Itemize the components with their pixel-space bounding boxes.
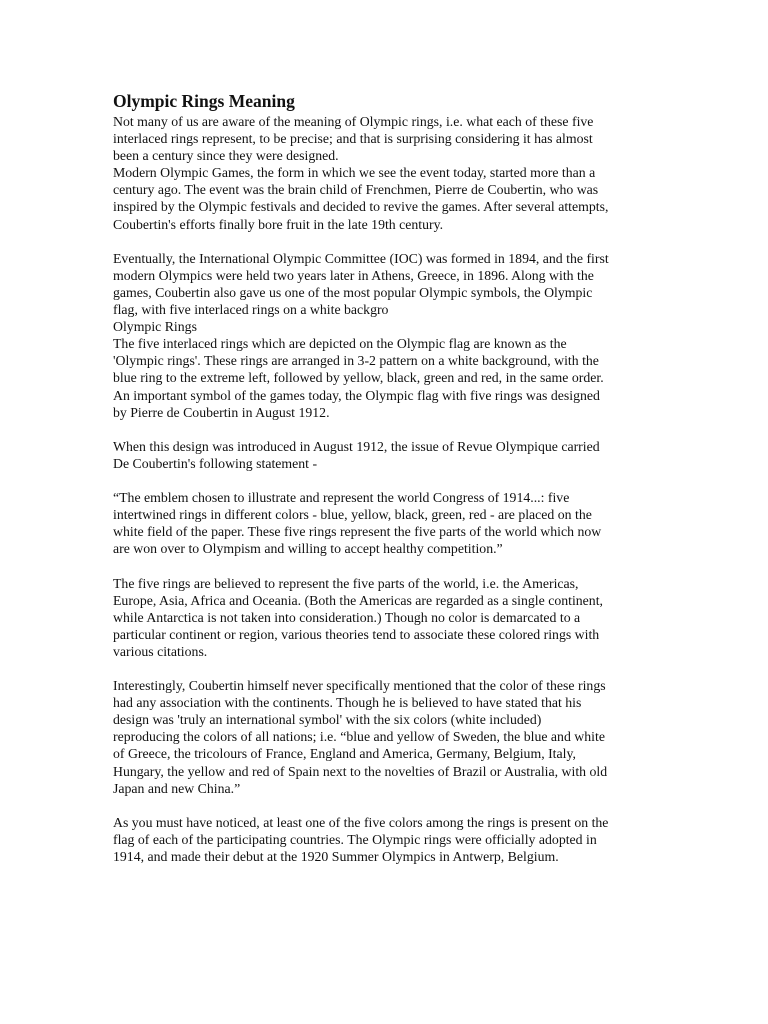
text-line: Eventually, the International Olympic Committee (IOC) was formed in 1894, and the first (113, 250, 609, 266)
text-line: The five rings are believed to represent the five parts of the world, i.e. the Americas, (113, 575, 579, 591)
text-line: An important symbol of the games today, the Olympic flag with five rings was designed (113, 387, 600, 403)
paragraph-rings-description (113, 335, 658, 420)
subheading-olympic-rings (113, 318, 658, 335)
text-line: various citations. (113, 643, 208, 659)
text-line: Japan and new China.” (113, 780, 241, 796)
text-line: De Coubertin's following statement - (113, 455, 318, 471)
text-line: design was 'truly an international symbol' with the six colors (white included) (113, 712, 542, 728)
text-line: modern Olympics were held two years later in Athens, Greece, in 1896. Along with the (113, 267, 594, 283)
text-line: intertwined rings in different colors - blue, yellow, black, green, red - are placed on the (113, 507, 592, 523)
paragraph-quote (113, 489, 658, 557)
paragraph-modern-games (113, 164, 658, 232)
text-line: Europe, Asia, Africa and Oceania. (Both the Americas are regarded as a single continent, (113, 592, 603, 608)
text-line: while Antarctica is not taken into consideration.) Though no color is demarcated to a (113, 609, 581, 625)
text-line: 1914, and made their debut at the 1920 Summer Olympics in Antwerp, Belgium. (113, 849, 559, 865)
paragraph-gap (113, 472, 658, 489)
text-line: As you must have noticed, at least one of the five colors among the rings is present on the (113, 814, 609, 830)
paragraph-interestingly (113, 677, 658, 797)
text-line: blue ring to the extreme left, followed by yellow, black, green and red, in the same order. (113, 370, 604, 386)
text-line: are won over to Olympism and willing to accept healthy competition.” (113, 541, 503, 557)
paragraph-gap (113, 557, 658, 574)
document-page (113, 90, 658, 865)
text-line: white field of the paper. These five rings represent the five parts of the world which now (113, 524, 602, 540)
text-line: flag, with five interlaced rings on a white backgro (113, 302, 389, 318)
paragraph-adoption (113, 814, 658, 865)
text-line: When this design was introduced in August 1912, the issue of Revue Olympique carried (113, 438, 600, 454)
text-line: had any association with the continents. Though he is believed to have stated that his (113, 695, 582, 711)
text-line: Interestingly, Coubertin himself never specifically mentioned that the color of these rings (113, 678, 606, 694)
text-line: 'Olympic rings'. These rings are arranged in 3-2 pattern on a white background, with the (113, 353, 599, 369)
text-line: century ago. The event was the brain child of Frenchmen, Pierre de Coubertin, who was (113, 182, 599, 198)
text-line: The five interlaced rings which are depicted on the Olympic flag are known as the (113, 336, 567, 352)
text-line: Modern Olympic Games, the form in which we see the event today, started more than a (113, 165, 596, 181)
text-line: Not many of us are aware of the meaning of Olympic rings, i.e. what each of these five (113, 114, 594, 129)
text-line: been a century since they were designed. (113, 148, 339, 164)
text-line: Coubertin's efforts finally bore fruit in the late 19th century. (113, 216, 444, 232)
document-title: Olympic Rings Meaning (113, 91, 295, 111)
text-line: of Greece, the tricolours of France, England and America, Germany, Belgium, Italy, (113, 746, 576, 762)
text-line: flag of each of the participating countries. The Olympic rings were officially adopted in (113, 831, 597, 847)
text-line: particular continent or region, various theories tend to associate these colored rings with (113, 626, 600, 642)
paragraph-gap (113, 233, 658, 250)
paragraph-ioc (113, 250, 658, 318)
text-line: reproducing the colors of all nations; i.e. “blue and yellow of Sweden, the blue and white (113, 729, 605, 745)
text-line: inspired by the Olympic festivals and decided to revive the games. After several attempts, (113, 199, 609, 215)
text-line: interlaced rings represent, to be precise; and that is surprising considering it has almost (113, 131, 593, 147)
text-line: “The emblem chosen to illustrate and represent the world Congress of 1914...: five (113, 490, 570, 506)
paragraph-intro (113, 113, 658, 164)
text-line: Olympic Rings (113, 319, 197, 335)
paragraph-gap (113, 797, 658, 814)
paragraph-gap (113, 421, 658, 438)
paragraph-gap (113, 660, 658, 677)
paragraph-introduction-1912 (113, 438, 658, 472)
text-line: games, Coubertin also gave us one of the most popular Olympic symbols, the Olympic (113, 284, 593, 300)
text-line: Hungary, the yellow and red of Spain next to the novelties of Brazil or Australia, with old (113, 763, 608, 779)
text-line: by Pierre de Coubertin in August 1912. (113, 404, 330, 420)
paragraph-five-parts (113, 575, 658, 660)
